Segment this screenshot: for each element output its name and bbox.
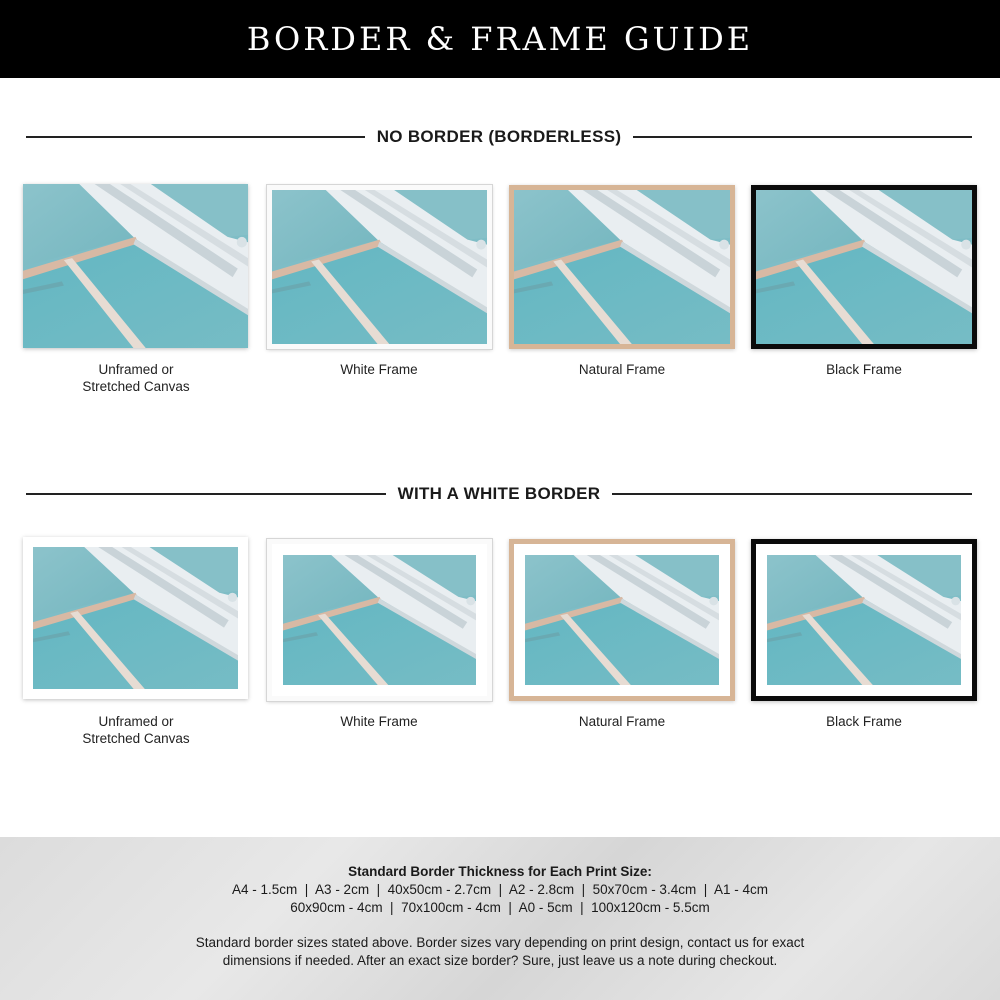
section-heading: NO BORDER (BORDERLESS) <box>376 127 622 146</box>
white-frame <box>267 185 492 349</box>
border-thickness-heading: Standard Border Thickness for Each Print Size: <box>348 864 652 879</box>
artwork-image <box>283 555 476 685</box>
divider-line <box>26 493 386 495</box>
section-heading: WITH A WHITE BORDER <box>397 484 601 503</box>
caption: Natural Frame <box>578 362 666 377</box>
caption: Unframed or Stretched Canvas <box>82 714 190 746</box>
white-frame <box>267 539 492 701</box>
section-title-white-border <box>26 484 972 504</box>
natural-frame <box>509 539 735 701</box>
black-frame <box>751 185 977 349</box>
divider-line <box>26 136 365 138</box>
artwork-image <box>525 555 719 685</box>
divider-line <box>612 493 972 495</box>
artwork-image <box>23 184 248 348</box>
artwork-image <box>272 190 487 344</box>
artwork-image <box>767 555 961 685</box>
footer-note: Standard border sizes stated above. Border sizes vary depending on print design, contact us for exact <box>195 935 805 950</box>
divider-line <box>633 136 972 138</box>
caption: Unframed or Stretched Canvas <box>82 362 190 394</box>
unframed-print <box>23 537 248 699</box>
natural-frame <box>509 185 735 349</box>
artwork-image <box>514 190 730 344</box>
caption: White Frame <box>340 714 418 729</box>
caption: White Frame <box>340 362 418 377</box>
artwork-image <box>33 547 238 689</box>
page-title: BORDER & FRAME GUIDE <box>246 20 754 58</box>
caption: Black Frame <box>826 362 902 377</box>
black-frame <box>751 539 977 701</box>
border-sizes-line: A4 - 1.5cm | A3 - 2cm | 40x50cm - 2.7cm | A2 - 2.8cm | 50x70cm - 3.4cm | A1 - 4cm <box>232 882 768 897</box>
border-sizes-line: 60x90cm - 4cm | 70x100cm - 4cm | A0 - 5cm | 100x120cm - 5.5cm <box>290 900 710 915</box>
section-title-borderless <box>26 127 972 147</box>
footer-info-panel <box>0 837 1000 1000</box>
header-banner <box>0 0 1000 78</box>
artwork-image <box>756 190 972 344</box>
caption: Black Frame <box>826 714 902 729</box>
footer-note: dimensions if needed. After an exact size border? Sure, just leave us a note during checkout. <box>222 953 778 968</box>
unframed-print <box>23 184 248 348</box>
caption: Natural Frame <box>578 714 666 729</box>
